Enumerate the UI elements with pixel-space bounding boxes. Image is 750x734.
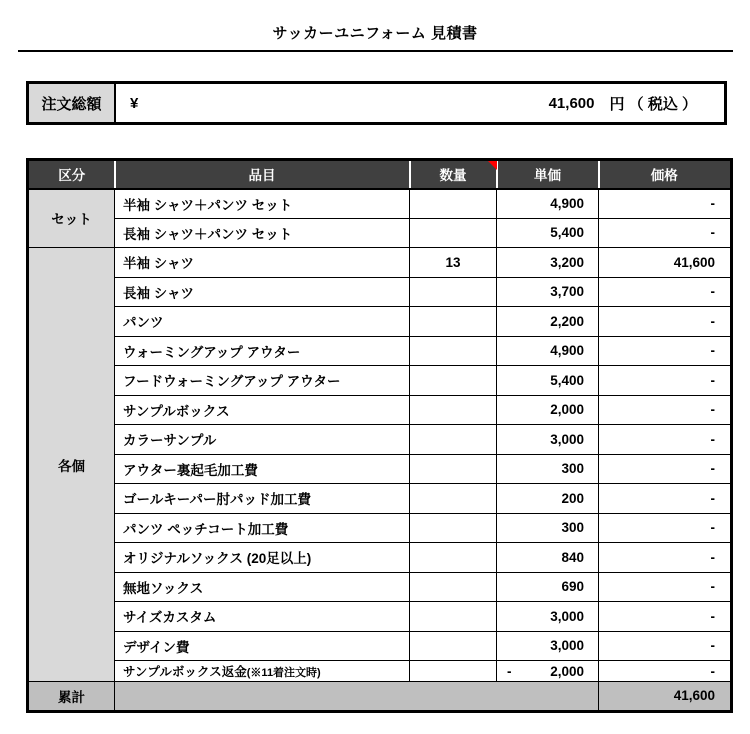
quantity-cell[interactable] [410,425,497,455]
item-name-cell[interactable] [115,277,410,307]
order-total-box [26,81,727,125]
unit-price-cell[interactable] [497,631,599,661]
unit-price-cell[interactable] [497,366,599,396]
price-cell[interactable]: - [599,425,732,455]
unit-price-cell[interactable] [497,425,599,455]
item-name: デザイン費 [123,639,190,655]
table-row [28,513,732,543]
comment-marker-icon[interactable] [488,161,497,170]
price-cell[interactable]: - [599,454,732,484]
header-row [28,160,732,189]
item-name: 長袖 シャツ＋パンツ セット [123,226,293,242]
unit-price-value: 2,200 [550,313,584,329]
unit-price-value: 3,700 [550,284,584,300]
quantity-cell[interactable] [410,366,497,396]
item-name-cell[interactable] [115,572,410,602]
price-cell[interactable]: - [599,336,732,366]
item-name-cell[interactable] [115,395,410,425]
unit-price-cell[interactable] [497,543,599,573]
unit-price-value: 300 [561,461,584,477]
total-row-spacer[interactable] [115,682,599,712]
item-note: (※11着注文時) [246,667,321,679]
quantity-cell[interactable] [410,395,497,425]
price-cell[interactable]: - [599,277,732,307]
item-name: 長袖 シャツ [123,285,194,301]
unit-price-cell[interactable] [497,189,599,219]
quantity-cell[interactable] [410,307,497,337]
unit-price-sign: - [507,663,512,679]
item-name: サンプルボックス返金 [123,665,247,679]
item-name-cell[interactable] [115,336,410,366]
price-cell[interactable]: - [599,395,732,425]
unit-price-cell[interactable] [497,661,599,682]
page-title: サッカーユニフォーム 見積書 [272,25,478,42]
order-total-label[interactable]: 注文総額 [29,84,116,122]
total-row-label[interactable]: 累計 [28,682,115,712]
unit-price-cell[interactable] [497,395,599,425]
item-name: 半袖 シャツ＋パンツ セット [123,197,293,213]
group-label-cell[interactable]: セット [28,189,115,248]
unit-price-value: 4,900 [550,343,584,359]
title-divider [18,50,733,52]
item-name-cell[interactable] [115,189,410,219]
table-row [28,543,732,573]
currency-symbol: ¥ [130,94,139,112]
price-cell[interactable]: - [599,484,732,514]
item-name: オリジナルソックス (20足以上) [123,551,312,567]
price-cell[interactable]: - [599,189,732,219]
table-row [28,277,732,307]
unit-price-cell[interactable] [497,248,599,278]
order-total-amount-wrap [549,93,697,114]
quantity-cell[interactable] [410,484,497,514]
table-row [28,307,732,337]
item-name: パンツ ペッチコート加工費 [123,521,289,537]
col-header-quantity[interactable] [410,160,497,189]
unit-price-cell[interactable] [497,218,599,248]
price-cell[interactable]: - [599,513,732,543]
unit-price-value: 5,400 [550,372,584,388]
unit-price-cell[interactable] [497,484,599,514]
quantity-cell[interactable] [410,631,497,661]
unit-price-value: 3,200 [550,254,584,270]
unit-price-cell[interactable] [497,513,599,543]
item-name: 無地ソックス [123,580,204,596]
quantity-cell[interactable] [410,543,497,573]
price-cell[interactable]: - [599,572,732,602]
unit-price-value: 200 [561,490,584,506]
item-name-cell[interactable] [115,454,410,484]
price-cell[interactable]: - [599,631,732,661]
table-row [28,631,732,661]
table-row [28,336,732,366]
item-name-cell[interactable] [115,248,410,278]
price-cell[interactable]: - [599,307,732,337]
item-name-cell[interactable] [115,484,410,514]
table-row [28,454,732,484]
quote-table [26,158,733,713]
item-name: 半袖 シャツ [123,256,194,272]
item-name: アウター裏起毛加工費 [123,462,258,478]
unit-price-value: 3,000 [550,431,584,447]
table-row [28,366,732,396]
unit-price-cell[interactable] [497,454,599,484]
item-name: ゴールキーパー肘パッド加工費 [123,492,312,508]
table-row [28,218,732,248]
unit-price-value: 5,400 [550,225,584,241]
unit-price-cell[interactable] [497,336,599,366]
col-header-quantity-label: 数量 [439,168,467,184]
col-header-price[interactable]: 価格 [599,160,732,189]
item-name-cell[interactable] [115,602,410,632]
order-total-amount: 41,600 [548,94,595,112]
item-name-cell[interactable] [115,366,410,396]
unit-price-cell[interactable] [497,277,599,307]
order-total-suffix: 円 （ 税込 ） [609,95,697,113]
quantity-cell[interactable] [410,513,497,543]
table-row [28,661,732,682]
quantity-cell[interactable] [410,454,497,484]
table-row [28,248,732,278]
item-name-cell[interactable] [115,307,410,337]
item-name: サイズカスタム [123,610,217,626]
col-header-item[interactable]: 品目 [115,160,410,189]
item-name: カラーサンプル [123,433,217,449]
item-name-cell[interactable] [115,543,410,573]
unit-price-value: 3,000 [550,638,584,654]
price-cell[interactable]: - [599,218,732,248]
quantity-cell[interactable] [410,602,497,632]
table-row [28,572,732,602]
col-header-unit-price[interactable]: 単価 [497,160,599,189]
total-row [28,682,732,712]
price-cell[interactable]: - [599,602,732,632]
item-name-cell[interactable] [115,661,410,682]
unit-price-value: 690 [561,579,584,595]
price-cell[interactable]: - [599,366,732,396]
unit-price-cell[interactable] [497,602,599,632]
unit-price-value: 3,000 [550,608,584,624]
quantity-cell[interactable]: 13 [410,248,497,278]
table-row [28,484,732,514]
unit-price-value: 2,000 [550,663,584,679]
unit-price-value: 2,000 [550,402,584,418]
price-cell[interactable]: - [599,661,732,682]
price-cell[interactable]: - [599,543,732,573]
table-row [28,189,732,219]
quantity-cell[interactable] [410,661,497,682]
quantity-cell[interactable] [410,189,497,219]
item-name: パンツ [123,315,164,331]
item-name: ウォーミングアップ アウター [123,344,301,360]
item-name: サンプルボックス [123,403,230,419]
unit-price-value: 300 [561,520,584,536]
table-row [28,602,732,632]
table-row [28,425,732,455]
unit-price-cell[interactable] [497,572,599,602]
order-total-value-cell[interactable] [116,84,724,122]
item-name-cell[interactable] [115,218,410,248]
item-name: フードウォーミングアップ アウター [123,374,341,390]
unit-price-value: 840 [561,549,584,565]
item-name-cell[interactable] [115,631,410,661]
quantity-cell[interactable] [410,277,497,307]
quantity-cell[interactable] [410,218,497,248]
total-row-price[interactable]: 41,600 [599,682,732,712]
unit-price-cell[interactable] [497,307,599,337]
table-row [28,395,732,425]
unit-price-value: 4,900 [550,196,584,211]
price-cell[interactable]: 41,600 [599,248,732,278]
group-label-cell[interactable]: 各個 [28,248,115,682]
item-name-cell[interactable] [115,425,410,455]
quantity-cell[interactable] [410,572,497,602]
item-name-cell[interactable] [115,513,410,543]
quantity-cell[interactable] [410,336,497,366]
col-header-category[interactable]: 区分 [28,160,115,189]
